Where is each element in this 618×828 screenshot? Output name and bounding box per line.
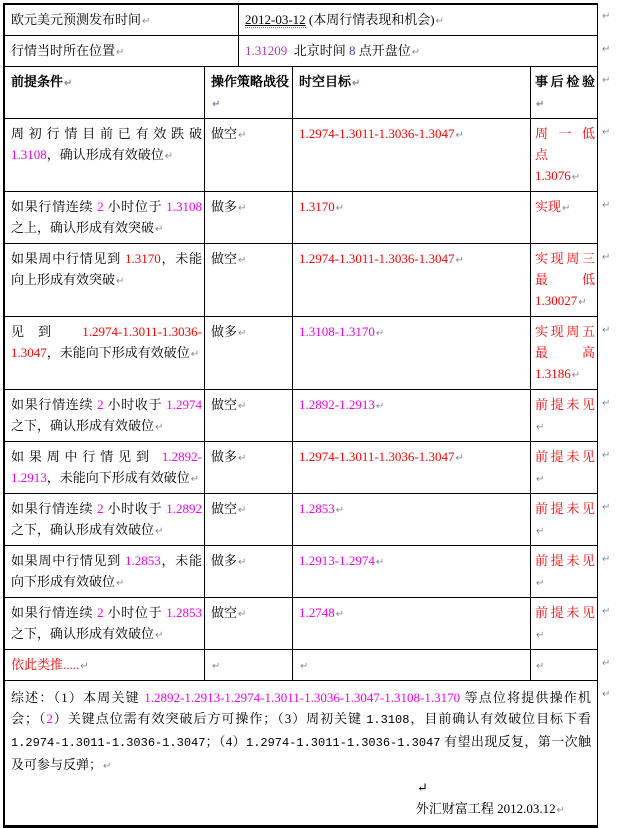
paragraph-mark-icon: ↵: [578, 297, 587, 308]
text-segment: 之下，确认形成有效破位: [11, 522, 155, 537]
info-value: [239, 3, 598, 36]
paragraph-mark-icon: ↵: [238, 203, 247, 214]
text-segment: 1.2853: [124, 553, 161, 568]
row-end-mark-icon: ↵: [602, 325, 611, 336]
text-segment: 1.2913-1.2974: [299, 553, 375, 568]
paragraph-mark-icon: ↵: [571, 370, 581, 381]
paragraph-mark-icon: ↵: [536, 661, 545, 672]
text-segment: 1.3170: [124, 251, 161, 266]
column-header-target: [293, 67, 531, 119]
result-cell: [531, 650, 598, 681]
text-segment: 做多: [211, 553, 238, 568]
row-end-mark-icon: ↵: [602, 127, 611, 138]
paragraph-mark-icon: ↵: [556, 805, 565, 816]
paragraph-mark-icon: ↵: [375, 557, 385, 568]
text-segment: 欧元美元预测发布时间: [11, 12, 142, 27]
condition-cell: [3, 119, 205, 192]
text-segment: ，未能向下形成有效破位: [11, 553, 202, 589]
column-header-check: [531, 67, 598, 119]
target-cell: [293, 494, 531, 546]
paragraph-mark-icon: ↵: [238, 328, 247, 339]
paragraph-mark-icon: ↵: [190, 474, 200, 485]
text-segment: 做空: [211, 605, 238, 620]
column-header-action: [205, 67, 293, 119]
text-segment: ，未能向下形成有效破位: [46, 345, 190, 360]
row-end-mark-icon: ↵: [602, 398, 611, 409]
paragraph-mark-icon: ↵: [164, 151, 174, 162]
text-segment: 1.2748: [299, 605, 335, 620]
paragraph-mark-icon: ↵: [116, 578, 125, 589]
row-end-mark-icon: ↵: [602, 606, 611, 617]
row-end-mark-icon: ↵: [602, 11, 611, 22]
table-row: [3, 192, 618, 244]
row-end-mark-icon: ↵: [602, 450, 611, 461]
table-row: [3, 390, 618, 442]
action-cell: [205, 650, 293, 681]
paragraph-mark-icon: ↵: [536, 474, 545, 485]
paragraph-mark-icon: ↵: [571, 172, 581, 183]
text-segment: 行情当时所在位置: [11, 43, 116, 58]
paragraph-mark-icon: ↵: [190, 349, 200, 360]
text-segment: 小时位于: [103, 605, 167, 620]
text-segment: 做空: [211, 126, 238, 141]
text-segment: 1.2892-1.2913: [299, 397, 375, 412]
text-segment: 如果周中行情见到: [11, 251, 125, 266]
text-segment: 1.3108: [366, 713, 410, 727]
text-segment: 2: [97, 605, 104, 620]
paragraph-mark-icon: ↵: [536, 99, 545, 110]
text-segment: 2012-03-12: [245, 12, 306, 27]
target-cell: [293, 442, 531, 494]
text-segment: 见到: [11, 324, 83, 339]
text-segment: 2: [97, 199, 104, 214]
paragraph-mark-icon: ↵: [536, 630, 545, 641]
text-segment: 2: [97, 501, 104, 516]
paragraph-mark-icon: ↵: [335, 609, 345, 620]
text-segment: 周初行情目前已有效跌破: [11, 126, 202, 141]
paragraph-mark-icon: ↵: [536, 422, 545, 433]
row-end-mark-icon: ↵: [602, 44, 611, 55]
action-cell: [205, 494, 293, 546]
text-segment: 做空: [211, 501, 238, 516]
paragraph-mark-icon: ↵: [238, 130, 247, 141]
text-segment: 前提未见: [535, 449, 595, 464]
paragraph-mark-icon: ↵: [238, 557, 247, 568]
paragraph-mark-icon: ↵: [375, 401, 385, 412]
text-segment: 前提未见: [535, 605, 595, 620]
paragraph-mark-icon: ↵: [562, 203, 571, 214]
text-segment: 小时收于: [103, 501, 167, 516]
action-cell: [205, 192, 293, 244]
paragraph-mark-icon: ↵: [116, 47, 125, 58]
forecast-table: [3, 3, 618, 828]
text-segment: ，未能向上形成有效突破: [11, 251, 202, 287]
paragraph-mark-icon: ↵: [155, 630, 164, 641]
condition-cell: [3, 546, 205, 598]
text-segment: 1.3108-1.3170: [299, 324, 375, 339]
text-segment: 周 一 低 点 1.3076: [535, 126, 595, 183]
text-segment: 有望出现反复，第一次触及可参与反弹；: [11, 734, 591, 772]
text-segment: 等点位将提供操作机: [460, 690, 591, 705]
text-segment: 2: [97, 397, 104, 412]
condition-cell: [3, 192, 205, 244]
paragraph-mark-icon: ↵: [238, 505, 247, 516]
text-segment: 之下，确认形成有效破位: [11, 418, 155, 433]
text-segment: 1.3108: [166, 199, 202, 214]
text-segment: 1.2892: [166, 501, 202, 516]
result-cell: [531, 390, 598, 442]
text-segment: 1.2974-1.3011-1.3036-1.3047: [299, 449, 455, 464]
paragraph-mark-icon: ↵: [335, 505, 345, 516]
table-row: [3, 442, 618, 494]
paragraph-mark-icon: ↵: [212, 661, 221, 672]
target-cell: [293, 192, 531, 244]
text-segment: 1.31209: [245, 43, 288, 58]
table-row: [3, 317, 618, 390]
paragraph-mark-icon: ↵: [536, 578, 545, 589]
action-cell: [205, 598, 293, 650]
result-cell: [531, 546, 598, 598]
column-header-label: 时空目标: [299, 74, 352, 89]
table-row: [3, 546, 618, 598]
target-cell: [293, 390, 531, 442]
paragraph-mark-icon: ↵: [64, 78, 73, 89]
text-segment: 前提未见: [535, 397, 595, 412]
target-cell: [293, 650, 531, 681]
text-segment: 做多: [211, 449, 238, 464]
action-cell: [205, 546, 293, 598]
table-row: [3, 244, 618, 317]
text-segment: 之上，确认形成有效突破: [11, 220, 155, 235]
paragraph-mark-icon: ↵: [238, 255, 247, 266]
text-segment: 前提未见: [535, 553, 595, 568]
paragraph-mark-icon: ↵: [455, 453, 464, 464]
table-row: [3, 598, 618, 650]
text-segment: 如果行情连续: [11, 605, 98, 620]
paragraph-mark-icon: ↵: [142, 16, 151, 27]
text-segment: 点开盘位: [355, 43, 411, 58]
target-cell: [293, 244, 531, 317]
text-segment: 1.2974-1.3011-1.3036-1.3047: [11, 736, 206, 750]
target-cell: [293, 119, 531, 192]
paragraph-mark-icon: ↵: [238, 453, 247, 464]
paragraph-mark-icon: ↵: [536, 526, 545, 537]
text-segment: 如果周中行情见到: [11, 449, 162, 464]
result-cell: [531, 494, 598, 546]
text-segment: 如果行情连续: [11, 397, 98, 412]
paragraph-mark-icon: ↵: [352, 78, 361, 89]
text-segment: 实现周三最低 1.30027: [535, 251, 595, 308]
text-segment: 1.2853: [166, 605, 202, 620]
paragraph-mark-icon: ↵: [155, 422, 164, 433]
paragraph-mark-icon: ↵: [103, 761, 112, 772]
row-end-mark-icon: ↵: [602, 252, 611, 263]
text-segment: (本周行情表现和机会): [305, 12, 435, 27]
info-label: [3, 36, 239, 67]
text-segment: 1.3170: [299, 199, 335, 214]
info-row: [3, 36, 618, 67]
row-end-mark-icon: ↵: [602, 200, 611, 211]
text-segment: 北京时间: [287, 43, 350, 58]
summary-paragraph: [11, 687, 591, 777]
empty-paragraph-mark-icon: ↵: [417, 780, 428, 795]
text-segment: ；（4）: [205, 734, 246, 749]
result-cell: [531, 119, 598, 192]
paragraph-mark-icon: ↵: [435, 16, 444, 27]
text-segment: 如果周中行情见到: [11, 553, 125, 568]
table-row: [3, 119, 618, 192]
row-end-mark-icon: ↵: [602, 75, 611, 86]
column-header-label: 前提条件: [11, 74, 64, 89]
paragraph-mark-icon: ↵: [375, 328, 385, 339]
paragraph-mark-icon: ↵: [300, 661, 309, 672]
text-segment: 1.2892-1.2913-1.2974-1.3011-1.3036-1.3047-1.3108-1.3170: [144, 690, 461, 705]
text-segment: 综述：（1）本周关键: [11, 690, 145, 705]
result-cell: [531, 442, 598, 494]
result-cell: [531, 317, 598, 390]
text-segment: 做多: [211, 324, 238, 339]
paragraph-mark-icon: ↵: [155, 526, 164, 537]
text-segment: 会；（: [11, 711, 47, 726]
text-segment: 实现: [535, 199, 562, 214]
text-segment: 1.2974-1.3011-1.3036-1.3047: [299, 251, 455, 266]
signature-text: 外汇财富工程 2012.03.12: [415, 801, 556, 816]
column-header-label: 操作策略战役: [211, 74, 290, 89]
target-cell: [293, 317, 531, 390]
text-segment: 1.2974-1.3011-1.3036-1.3047: [299, 126, 455, 141]
condition-cell: [3, 494, 205, 546]
text-segment: 前提未见: [535, 501, 595, 516]
text-segment: 之下，确认形成有效破位: [11, 626, 155, 641]
info-row: [3, 3, 618, 36]
text-segment: ，未能向下形成有效破位: [46, 470, 190, 485]
text-segment: ，确认形成有效破位: [46, 147, 164, 162]
text-segment: 1.2974-1.3011-1.3036-1.3047: [11, 324, 202, 360]
paragraph-mark-icon: ↵: [238, 401, 247, 412]
table-row: [3, 650, 618, 681]
text-segment: 实现周五最高 1.3186: [535, 324, 595, 381]
text-segment: 1.2974-1.3011-1.3036-1.3047: [246, 736, 441, 750]
text-segment: ）关键点位需有效突破后方可操作；（3）周初关键: [52, 711, 367, 726]
action-cell: [205, 390, 293, 442]
column-header-label: 事后检验: [535, 74, 595, 89]
text-segment: 小时位于: [103, 199, 167, 214]
action-cell: [205, 119, 293, 192]
paragraph-mark-icon: ↵: [455, 130, 464, 141]
row-end-mark-icon: ↵: [602, 554, 611, 565]
summary-cell: [3, 681, 598, 828]
text-segment: 如果行情连续: [11, 199, 98, 214]
condition-cell: [3, 442, 205, 494]
text-segment: 1.3108: [11, 147, 47, 162]
text-segment: 1.2892-1.2913: [11, 449, 202, 485]
info-label: [3, 3, 239, 36]
target-cell: [293, 598, 531, 650]
paragraph-mark-icon: ↵: [335, 203, 345, 214]
condition-cell: [3, 317, 205, 390]
info-value: [239, 36, 598, 67]
paragraph-mark-icon: ↵: [116, 276, 125, 287]
paragraph-mark-icon: ↵: [80, 661, 89, 672]
text-segment: 小时收于: [103, 397, 167, 412]
action-cell: [205, 442, 293, 494]
text-segment: 如果行情连续: [11, 501, 98, 516]
paragraph-mark-icon: ↵: [455, 255, 464, 266]
paragraph-mark-icon: ↵: [212, 99, 221, 110]
action-cell: [205, 317, 293, 390]
paragraph-mark-icon: ↵: [155, 224, 164, 235]
text-segment: 1.2853: [299, 501, 335, 516]
table-header-row: [3, 67, 618, 119]
paragraph-mark-icon: ↵: [411, 47, 421, 58]
result-cell: [531, 192, 598, 244]
table-row: [3, 494, 618, 546]
result-cell: [531, 244, 598, 317]
summary-row: [3, 681, 618, 828]
text-segment: 8: [349, 43, 356, 58]
text-segment: 做多: [211, 199, 238, 214]
text-segment: 2: [46, 711, 53, 726]
text-segment: 做空: [211, 251, 238, 266]
paragraph-mark-icon: ↵: [238, 609, 247, 620]
condition-cell: [3, 598, 205, 650]
strategy-rows-section: [3, 119, 618, 681]
result-cell: [531, 598, 598, 650]
text-segment: 做空: [211, 397, 238, 412]
condition-cell: [3, 650, 205, 681]
target-cell: [293, 546, 531, 598]
row-end-mark-icon: ↵: [602, 689, 611, 700]
row-end-mark-icon: ↵: [602, 658, 611, 669]
column-header-condition: [3, 67, 205, 119]
condition-cell: [3, 390, 205, 442]
signature-line: [11, 798, 591, 821]
info-rows-section: [3, 3, 618, 67]
text-segment: 依此类推.....: [11, 657, 80, 672]
text-segment: 1.2974: [166, 397, 202, 412]
text-segment: ，目前确认有效破位目标下看: [409, 711, 591, 726]
row-end-mark-icon: ↵: [602, 502, 611, 513]
condition-cell: [3, 244, 205, 317]
action-cell: [205, 244, 293, 317]
